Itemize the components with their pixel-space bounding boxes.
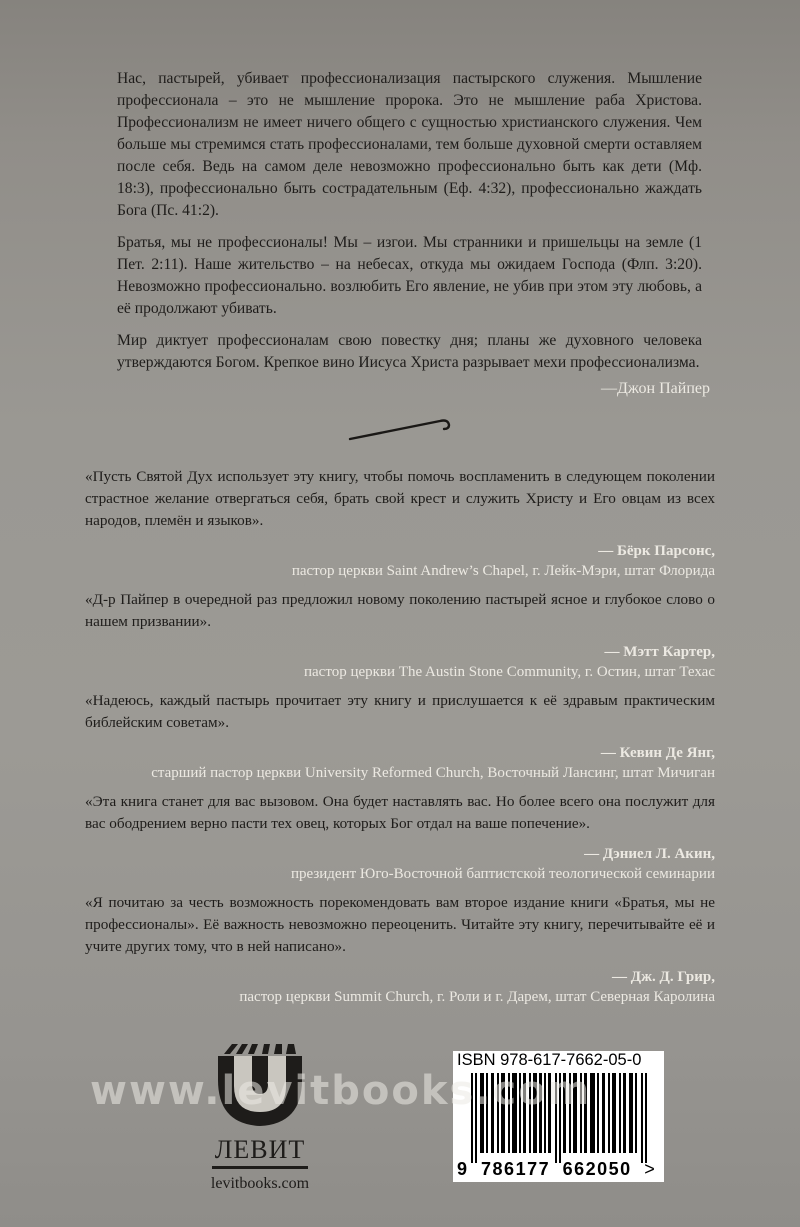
- endorser-name: — Бёрк Парсонс,: [598, 543, 715, 559]
- endorsement-attribution: [85, 844, 715, 884]
- endorsement-attribution: [85, 541, 715, 581]
- barcode-icon: [471, 1073, 649, 1163]
- intro-paragraph: Братья, мы не профессионалы! Мы – изгои. Мы странники и пришельцы на земле (1 Пет. 2:11). Наше жительство – на небесах, откуда мы ожидаем Господа (Флп. 3:20). Невозможно профессионально. возлюбить Его явление, не убив при этом эту любовь, а её продолжают убивать.: [117, 234, 702, 317]
- endorsement-quote: «Надеюсь, каждый пастырь прочитает эту книгу и прислушается к её здравым практическим библейским советам».: [85, 692, 715, 731]
- endorser-name: — Дэниел Л. Акин,: [584, 846, 715, 862]
- barcode-end-mark: >: [644, 1159, 657, 1179]
- logo-underline: [212, 1166, 308, 1169]
- endorsement: [85, 589, 715, 682]
- endorser-role: президент Юго-Восточной баптистской теологической семинарии: [290, 866, 715, 882]
- publisher-logo: [195, 1040, 325, 1193]
- endorser-name: — Кевин Де Янг,: [600, 745, 715, 761]
- endorsement: [85, 690, 715, 783]
- endorsement: [85, 892, 715, 1007]
- endorsements: [85, 466, 715, 1015]
- intro-paragraph: Нас, пастырей, убивает профессионализация пастырского служения. Мышление профессионала – это не мышление пророка. Это не мышление раба Христова. Профессионализм не имеет ничего общего с сущностью христианского служения. Чем больше мы стремимся стать профессионалами, тем больше духовной смерти оставляем после себя. Ведь на самом деле невозможно профессионально быть как дети (Мф. 18:3), профессионально быть сострадательным (Еф. 4:32), профессионально жаждать Бога (Пс. 41:2).: [117, 70, 702, 219]
- endorsement-attribution: [85, 743, 715, 783]
- barcode-group-2: 662050: [562, 1159, 632, 1179]
- endorser-name: — Мэтт Картер,: [604, 644, 715, 660]
- barcode-digits: [457, 1159, 656, 1180]
- endorser-role: старший пастор церкви University Reformed Church, Восточный Лансинг, штат Мичиган: [151, 765, 715, 781]
- endorsement: [85, 466, 715, 581]
- intro-text: [117, 68, 702, 384]
- endorser-role: пастор церкви Saint Andrew’s Chapel, г. Лейк-Мэри, штат Флорида: [291, 563, 715, 579]
- endorsement-quote: «Д-р Пайпер в очередной раз предложил новому поколению пастырей ясное и глубокое слово о нашем призвании».: [85, 591, 715, 630]
- endorser-role: пастор церкви Summit Church, г. Роли и г. Дарем, штат Северная Каролина: [239, 989, 715, 1005]
- endorsement-quote: «Я почитаю за честь возможность порекомендовать вам второе издание книги «Братья, мы не профессионалы». Её важность невозможно переоценить. Читайте эту книгу, перечитывайте её и учите других тому, что в ней написано».: [85, 894, 715, 955]
- endorsement: [85, 791, 715, 884]
- isbn-label: ISBN 978-617-7662-05-0: [457, 1051, 642, 1069]
- publisher-website[interactable]: levitbooks.com: [210, 1175, 310, 1192]
- endorser-name: — Дж. Д. Грир,: [612, 969, 715, 985]
- levit-logo-icon: [212, 1040, 308, 1132]
- endorsement-quote: «Эта книга станет для вас вызовом. Она будет наставлять вас. Но более всего она послужит для вас ободрением верно пасти тех овец, которых Бог отдал на ваше попечение».: [85, 793, 715, 832]
- endorsement-attribution: [85, 642, 715, 682]
- endorsement-quote: «Пусть Святой Дух использует эту книгу, чтобы помочь воспламенить в следующем поколении страстное желание отвергаться себя, брать свой крест и служить Христу и Его овцам из всех народов, племён и языков».: [85, 468, 715, 529]
- endorsement-attribution: [85, 967, 715, 1007]
- endorser-role: пастор церкви The Austin Stone Community, г. Остин, штат Техас: [304, 664, 715, 680]
- website-watermark: www.levitbooks.com: [90, 1068, 592, 1114]
- publisher-name: ЛЕВИТ: [214, 1135, 306, 1164]
- intro-paragraph: Мир диктует профессионалам свою повестку дня; планы же духовного человека утверждаются Богом. Крепкое вино Иисуса Христа разрывает мехи профессионализма.: [117, 332, 702, 371]
- shepherd-staff-icon: [348, 415, 458, 445]
- isbn-barcode-box: [453, 1051, 664, 1182]
- barcode-first-digit: 9: [457, 1159, 469, 1179]
- barcode-group-1: 786177: [481, 1159, 551, 1179]
- author-signature: —Джон Пайпер: [600, 380, 710, 397]
